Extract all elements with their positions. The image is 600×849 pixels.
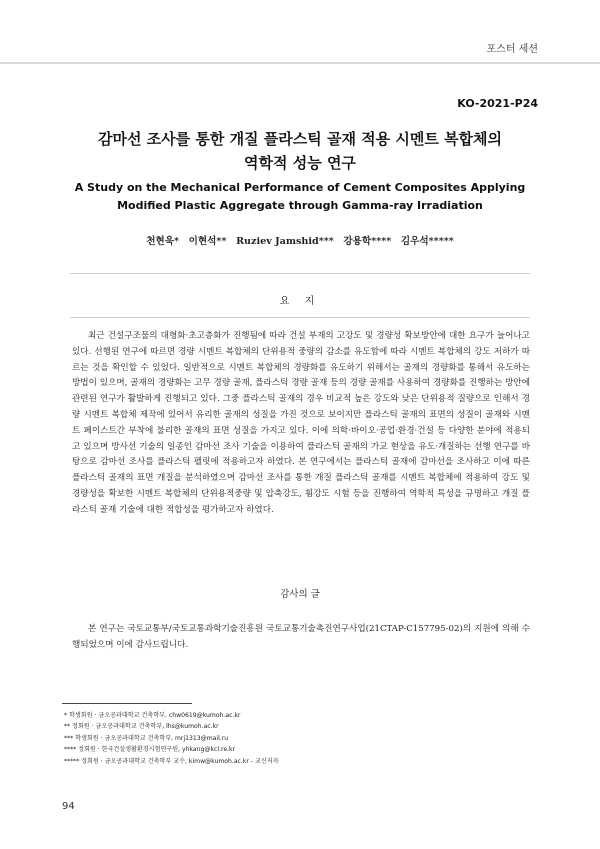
section-label: 포스터 세션 <box>486 44 538 55</box>
acknowledgment-heading: 감사의 글 <box>280 589 320 600</box>
footnote-divider <box>62 703 192 704</box>
title-english <box>0 179 600 215</box>
footnote-4: **** 정회원 · 한국건설생활환경시험연구원, yhkang@kcl.re.kr <box>64 746 236 754</box>
abstract-bottom-rule <box>70 317 530 318</box>
paper-id: KO-2021-P24 <box>457 97 538 110</box>
title-korean-line-2: 역학적 성능 연구 <box>244 154 356 172</box>
page-number: 94 <box>62 801 75 812</box>
abstract-body: 최근 건설구조물의 대형화·초고층화가 진행됨에 따라 건설 부재의 고강도 및 경량성 확보방안에 대한 요구가 늘어나고 있다. 선행된 연구에 따르면 경량 시멘트 복합체의 단위용적 중량의 감소를 유도함에 따라 시멘트 복합체의 강도 저하가 따르는 것을 확인할 수 있었다. 일반적으로 시멘트 복합체의 경량화를 유도하기 위해서는 골재의 경량화를 통해서 유도하는 방법이 있으며, 골재의 경량화는 고무 경량 골재, 플라스틱 경량 골재 등의 경량 골재를 사용하여 경량화를 진행하는 방안에 관련된 연구가 활발하게 진행되고 있다. 그중 플라스틱 골재의 경우 비교적 높은 강도와 낮은 단위용적 질량으로 인해서 경량 시멘트 복합체 제작에 있어서 유리한 골재의 성질을 가진 것으로 보이지만 플라스틱 골재의 표면의 성질이 골재와 시멘트 페이스트간 부착에 불리한 골재의 표면 성질을 가지고 있다. 이에 의학·바이오·공업·환경·건설 등 다양한 분야에 적용되고 있으며 방사선 기술의 일종인 감마선 조사 기술을 이용하여 플라스틱 골재의 가교 현상을 유도·개질하는 선행 연구를 바탕으로 감마선 조사를 플라스틱 펠릿에 적용하고자 하였다. 본 연구에서는 플라스틱 골재에 감마선을 조사하고 이에 따른 플라스틱 골재의 표면 개질을 분석하였으며 감마선 조사를 통한 개질 플라스틱 골재를 시멘트 복합체에 적용하여 강도 및 경량성을 확보한 시멘트 복합체의 단위용적중량 및 압축강도, 휨강도 시험 등을 진행하여 역학적 특성을 규명하고 개질 플라스틱 골재 기술에 대한 적합성을 평가하고자 하였다. <box>72 331 530 515</box>
abstract-top-rule <box>70 273 530 274</box>
title-english-line-1: A Study on the Mechanical Performance of Cement Composites Applying <box>74 181 526 194</box>
abstract-heading: 요 지 <box>279 296 321 307</box>
acknowledgment-body: 본 연구는 국토교통부/국토교통과학기술진흥원 국토교통기술촉진연구사업(21CTAP-C157795-02)의 지원에 의해 수행되었으며 이에 감사드립니다. <box>72 624 530 650</box>
title-english-line-2: Modified Plastic Aggregate through Gamma-ray Irradiation <box>117 199 483 212</box>
author-list: 천현욱* 이현석** Ruziev Jamshid*** 강용학**** 김우석***** <box>146 236 454 247</box>
header-divider <box>0 62 600 64</box>
footnote-3: *** 학생회원 · 금오공과대학교 건축학부, mrj1313@mail.ru <box>64 734 229 742</box>
footnote-1: * 학생회원 · 금오공과대학교 건축학부, chw0619@kumoh.ac.kr <box>64 712 241 719</box>
footnotes <box>64 710 544 767</box>
title-korean-line-1: 감마선 조사를 통한 개질 플라스틱 골재 적용 시멘트 복합체의 <box>97 130 503 148</box>
footnote-2: ** 정회원 · 금오공과대학교 건축학부, lhs@kumoh.ac.kr <box>64 723 219 731</box>
footnote-5: ***** 정회원 · 금오공과대학교 건축학부 교수, kimw@kumoh.ac.kr - 교신저자 <box>64 757 279 765</box>
title-korean <box>0 127 600 175</box>
